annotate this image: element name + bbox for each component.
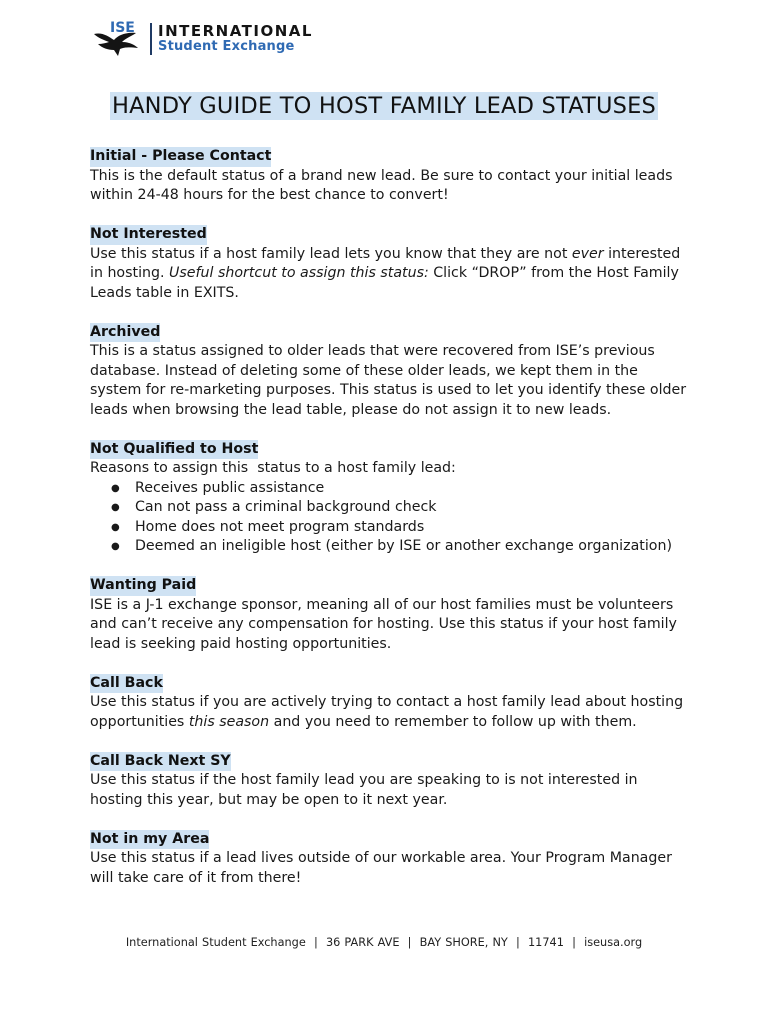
section-heading: Not Interested [90,225,207,245]
text-run: and you need to remember to follow up with them. [269,713,637,730]
text-run-italic: this season [188,713,270,730]
section-initial-please-contact [90,147,690,206]
section-heading: Wanting Paid [90,576,196,596]
page-title: HANDY GUIDE TO HOST FAMILY LEAD STATUSES [111,93,657,119]
eagle-logo-icon [92,20,146,58]
section-not-in-my-area [90,830,690,889]
logo-abbrev: ISE [110,20,135,36]
section-text: This is a status assigned to older leads that were recovered from ISE’s previous database. Instead of deleting some of these older leads, we kept them in the system for re-marketing purposes. This status is used to let you identify these older leads when browsing the lead table, please do not assign it to new leads. [90,343,687,418]
section-not-interested [90,225,690,303]
text-run: interested in hosting. [90,245,681,281]
section-not-qualified-to-host [90,440,690,557]
text-run-italic: ever [571,245,604,262]
section-text: Use this status if a lead lives outside of our workable area. Your Program Manager will take care of it from there! [90,850,672,886]
list-item: ● Home does not meet program standards [90,518,690,538]
logo-line-student-exchange: Student Exchange [158,39,295,55]
section-wanting-paid [90,576,690,654]
reasons-list [90,479,690,557]
ise-logo [92,20,313,58]
section-call-back [90,674,690,733]
logo-wordmark [158,24,313,53]
section-text [90,693,690,732]
section-text: Reasons to assign this status to a host family lead: [90,460,456,476]
text-run: Click “DROP” from the Host Family Leads table in EXITS. [90,265,679,301]
section-heading: Not in my Area [90,830,209,850]
section-archived [90,323,690,421]
section-heading: Call Back [90,674,163,694]
section-heading: Not Qualified to Host [90,440,258,460]
logo-line-international: INTERNATIONAL [158,22,313,41]
list-item: ● Deemed an ineligible host (either by ISE or another exchange organization) [90,537,690,557]
section-text: Use this status if the host family lead you are speaking to is not interested in hosting this year, but may be open to it next year. [90,772,638,808]
logo-divider [150,23,152,55]
list-item: ● Receives public assistance [90,479,690,499]
section-heading: Initial - Please Contact [90,147,271,167]
title-container [0,92,768,120]
section-text [90,245,690,304]
section-heading: Archived [90,323,160,343]
section-heading: Call Back Next SY [90,752,231,772]
text-run: Use this status if you are actively trying to contact a host family lead about hosting opportunities [90,694,684,730]
list-item: ● Can not pass a criminal background check [90,498,690,518]
section-text: This is the default status of a brand new lead. Be sure to contact your initial leads within 24-48 hours for the best chance to convert! [90,167,673,203]
text-run-italic: Useful shortcut to assign this status: [169,265,429,281]
section-text: ISE is a J-1 exchange sponsor, meaning all of our host families must be volunteers and can’t receive any compensation for hosting. Use this status if your host family lead is seeking paid hosting opportunities. [90,596,677,652]
page-footer: International Student Exchange | 36 PARK AVE | BAY SHORE, NY | 11741 | iseusa.org [125,936,643,949]
document-body [90,147,690,908]
text-run: Use this status if a host family lead lets you know that they are not [90,245,572,262]
section-call-back-next-sy [90,752,690,811]
